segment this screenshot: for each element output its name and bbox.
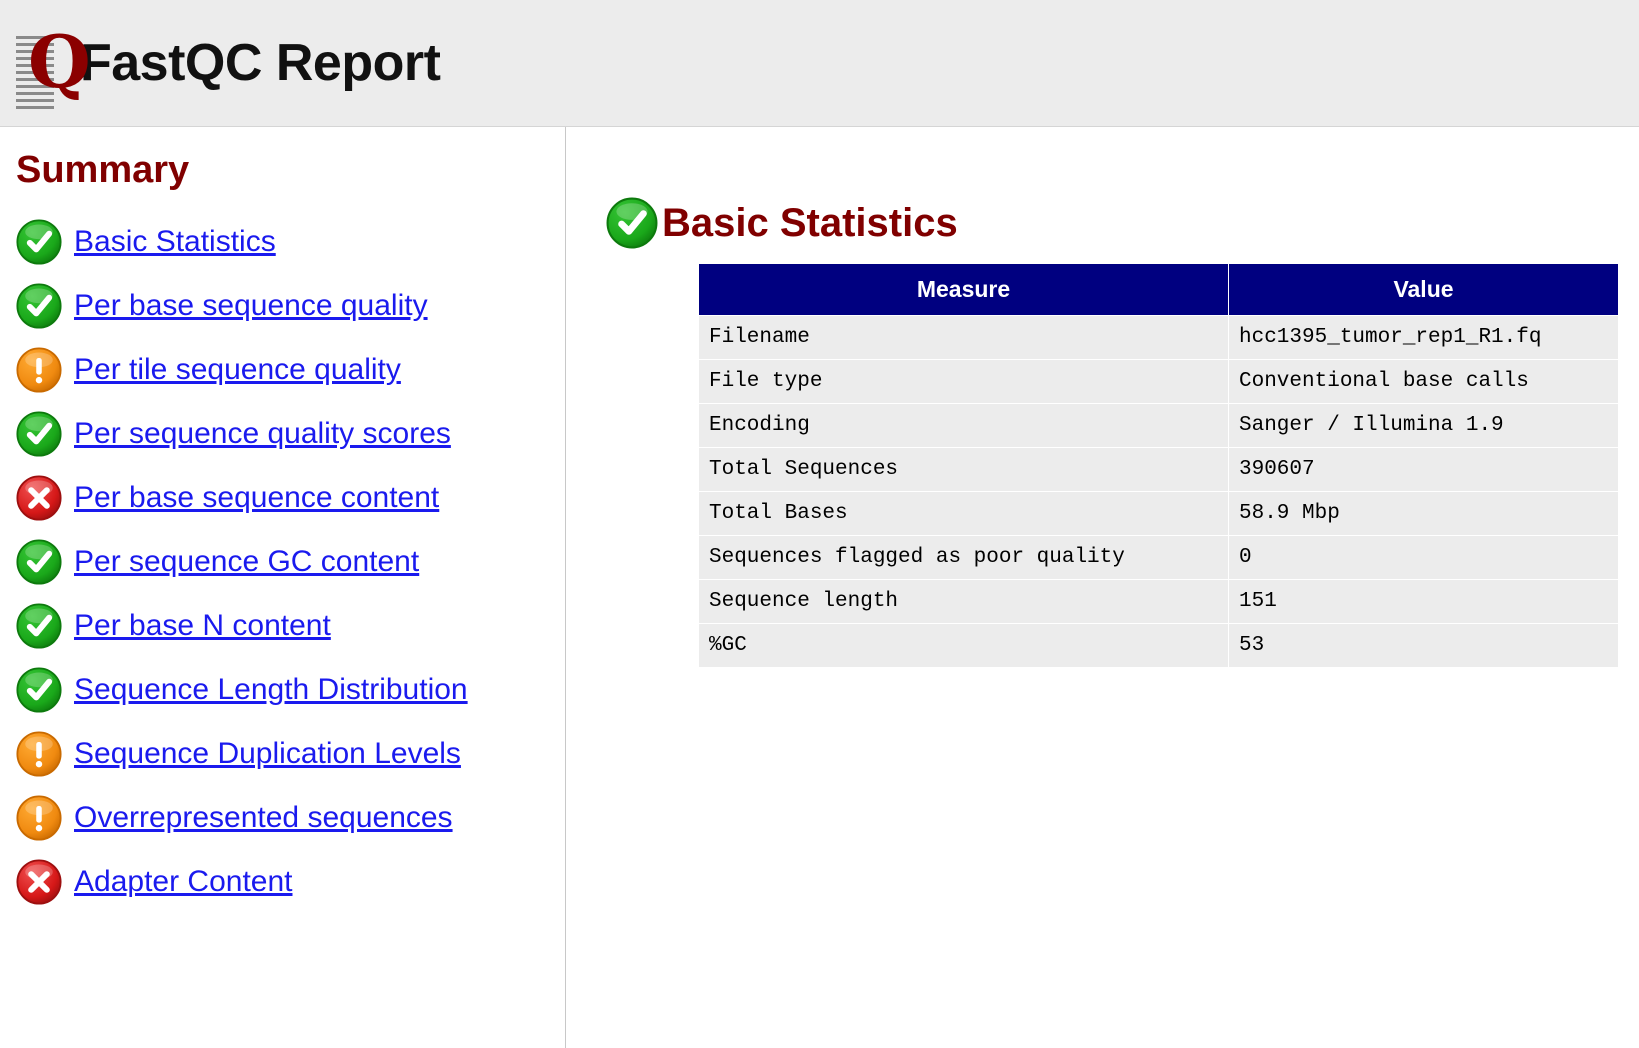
table-row <box>699 624 1619 668</box>
value-cell: 390607 <box>1229 448 1619 492</box>
measure-cell: Total Bases <box>699 492 1229 536</box>
cross-icon <box>16 859 62 905</box>
list-item <box>16 794 565 842</box>
list-item <box>16 666 565 714</box>
tick-icon <box>606 197 658 249</box>
measure-cell: File type <box>699 360 1229 404</box>
list-item <box>16 346 565 394</box>
list-item <box>16 858 565 906</box>
measure-cell: Total Sequences <box>699 448 1229 492</box>
module-title: Basic Statistics <box>662 200 958 245</box>
list-item <box>16 730 565 778</box>
value-cell: 58.9 Mbp <box>1229 492 1619 536</box>
summary-heading: Summary <box>16 149 190 191</box>
list-item <box>16 282 565 330</box>
sidebar-link-per-base-sequence-content[interactable]: Per base sequence content <box>74 481 440 514</box>
measure-cell: Sequences flagged as poor quality <box>699 536 1229 580</box>
table-row <box>699 580 1619 624</box>
table-row <box>699 316 1619 360</box>
value-cell: hcc1395_tumor_rep1_R1.fq <box>1229 316 1619 360</box>
table-row <box>699 536 1619 580</box>
warning-icon <box>16 731 62 777</box>
table-row <box>699 404 1619 448</box>
summary-list <box>16 218 565 906</box>
sidebar-link-per-base-sequence-quality[interactable]: Per base sequence quality <box>74 289 428 322</box>
column-header-value: Value <box>1229 264 1619 316</box>
main-panel <box>566 127 1639 1048</box>
value-cell: 151 <box>1229 580 1619 624</box>
warning-icon <box>16 795 62 841</box>
tick-icon <box>16 603 62 649</box>
cross-icon <box>16 475 62 521</box>
measure-cell: Encoding <box>699 404 1229 448</box>
page-title: FastQC Report <box>80 34 441 92</box>
list-item <box>16 218 565 266</box>
basic-statistics-table <box>698 263 1619 668</box>
fastqc-logo-icon: Q <box>16 30 78 100</box>
sidebar-link-adapter-content[interactable]: Adapter Content <box>74 865 293 898</box>
sidebar-link-per-base-n-content[interactable]: Per base N content <box>74 609 331 642</box>
page-header <box>0 0 1639 127</box>
table-row <box>699 360 1619 404</box>
sidebar-link-overrepresented-sequences[interactable]: Overrepresented sequences <box>74 801 453 834</box>
sidebar-link-per-tile-sequence-quality[interactable]: Per tile sequence quality <box>74 353 401 386</box>
list-item <box>16 410 565 458</box>
tick-icon <box>16 667 62 713</box>
measure-cell: Filename <box>699 316 1229 360</box>
tick-icon <box>16 539 62 585</box>
sidebar-link-basic-statistics[interactable]: Basic Statistics <box>74 225 276 258</box>
table-row <box>699 448 1619 492</box>
tick-icon <box>16 219 62 265</box>
value-cell: Sanger / Illumina 1.9 <box>1229 404 1619 448</box>
list-item <box>16 474 565 522</box>
table-row <box>699 492 1619 536</box>
sidebar <box>0 127 566 1048</box>
table-header-row <box>699 264 1619 316</box>
value-cell: 53 <box>1229 624 1619 668</box>
warning-icon <box>16 347 62 393</box>
measure-cell: Sequence length <box>699 580 1229 624</box>
sidebar-link-per-sequence-quality-scores[interactable]: Per sequence quality scores <box>74 417 451 450</box>
value-cell: 0 <box>1229 536 1619 580</box>
list-item <box>16 602 565 650</box>
module-header <box>606 197 1639 249</box>
measure-cell: %GC <box>699 624 1229 668</box>
sidebar-link-sequence-duplication-levels[interactable]: Sequence Duplication Levels <box>74 737 461 770</box>
sidebar-link-per-sequence-gc-content[interactable]: Per sequence GC content <box>74 545 420 578</box>
column-header-measure: Measure <box>699 264 1229 316</box>
tick-icon <box>16 411 62 457</box>
list-item <box>16 538 565 586</box>
value-cell: Conventional base calls <box>1229 360 1619 404</box>
sidebar-link-sequence-length-distribution[interactable]: Sequence Length Distribution <box>74 673 468 706</box>
tick-icon <box>16 283 62 329</box>
page-content <box>0 127 1639 1048</box>
